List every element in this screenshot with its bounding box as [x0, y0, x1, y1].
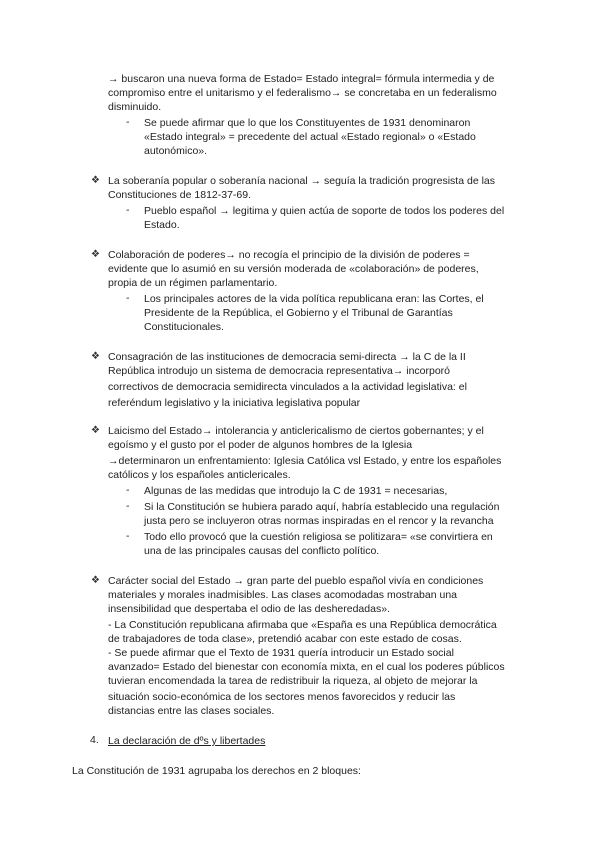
bullet-sub-line: Todo ello provocó que la cuestión religiosa se politizara= «se convirtiera en	[144, 531, 493, 543]
bullet-sub-line: justa pero se incluyeron otras normas inspiradas en el rencor y la revancha	[144, 515, 494, 527]
bullet-line: situación socio-económica de los sectores menos favorecidos y reducir las	[108, 691, 456, 703]
diamond-bullet-icon: ❖	[91, 249, 100, 260]
sub-dash: -	[126, 484, 130, 496]
sub-dash: -	[126, 500, 130, 512]
bullet-line: católicos y los españoles anticlericales.	[108, 469, 291, 481]
bullet-line: Carácter social del Estado → gran parte del pueblo español vivía en condiciones	[108, 575, 484, 587]
bullet-line: República introdujo un sistema de democracia representativa→ incorporó	[108, 365, 451, 377]
sub-dash: -	[126, 530, 130, 542]
intro-line: disminuido.	[108, 101, 162, 113]
section-number: 4.	[90, 734, 99, 746]
bullet-line: propia de un régimen parlamentario.	[108, 277, 278, 289]
sub-dash: -	[126, 204, 130, 216]
diamond-bullet-icon: ❖	[91, 175, 100, 186]
bullet-line: materiales y morales inadmisibles. Las clases acomodadas mostraban una	[108, 589, 458, 601]
bullet-line: correctivos de democracia semidirecta vinculados a la actividad legislativa: el	[108, 381, 467, 393]
sub-dash: -	[126, 116, 130, 128]
bullet-line: egoísmo y el gusto por el poder de algunos hombres de la Iglesia	[108, 439, 413, 451]
bullet-line: - Se puede afirmar que el Texto de 1931 quería introducir un Estado social	[108, 647, 454, 659]
bullet-sub-line: Si la Constitución se hubiera parado aquí, habría establecido una regulación	[144, 501, 500, 513]
bullet-sub-line: Estado.	[144, 219, 180, 231]
closing-paragraph: La Constitución de 1931 agrupaba los derechos en 2 bloques:	[72, 765, 361, 777]
bullet-line: insensibilidad que despertaba el odio de las desheredadas».	[108, 603, 390, 615]
sub-dash: -	[126, 292, 130, 304]
bullet-sub-line: Pueblo español → legitima y quien actúa de soporte de todos los poderes del	[144, 205, 505, 217]
intro-sub-line: Se puede afirmar que lo que los Constituyentes de 1931 denominaron	[144, 117, 471, 129]
intro-sub-line: «Estado integral» = precedente del actual «Estado regional» o «Estado	[144, 131, 476, 143]
bullet-line: referéndum legislativo y la iniciativa legislativa popular	[108, 397, 361, 409]
bullet-sub-line: Los principales actores de la vida política republicana eran: las Cortes, el	[144, 293, 484, 305]
bullet-line: - La Constitución republicana afirmaba que «España es una República democrática	[108, 619, 497, 631]
bullet-line: evidente que lo asumió en su versión moderada de «colaboración» de poderes,	[108, 263, 479, 275]
bullet-sub-line: Presidente de la República, el Gobierno y el Tribunal de Garantías	[144, 307, 453, 319]
intro-line: compromiso entre el unitarismo y el federalismo→ se concretaba en un federalismo	[108, 87, 497, 99]
bullet-sub-line: Constitucionales.	[144, 321, 224, 333]
bullet-line: tuvieran encomendada la tarea de redistribuir la riqueza, al objeto de mejorar la	[108, 675, 478, 687]
diamond-bullet-icon: ❖	[91, 351, 100, 362]
bullet-line: avanzado= Estado del bienestar con economía mixta, en el cual los poderes públicos	[108, 661, 505, 673]
bullet-line: Laicismo del Estado→ intolerancia y anticlericalismo de ciertos gobernantes; y el	[108, 425, 484, 437]
intro-line: → buscaron una nueva forma de Estado= Estado integral= fórmula intermedia y de	[108, 73, 495, 85]
bullet-line: La soberanía popular o soberanía nacional → seguía la tradición progresista de las	[108, 175, 495, 187]
bullet-sub-line: una de las principales causas del conflicto político.	[144, 545, 380, 557]
bullet-line: Constituciones de 1812-37-69.	[108, 189, 252, 201]
bullet-line: Consagración de las instituciones de democracia semi-directa → la C de la II	[108, 351, 466, 363]
section-title: La declaración de dºs y libertades	[108, 735, 266, 747]
bullet-line: distancias entre las clases sociales.	[108, 705, 275, 717]
diamond-bullet-icon: ❖	[91, 425, 100, 436]
bullet-line: →determinaron un enfrentamiento: Iglesia Católica vsl Estado, y entre los españoles	[108, 455, 502, 467]
bullet-line: de trabajadores de toda clase», pretendió acabar con este estado de cosas.	[108, 633, 462, 645]
bullet-line: Colaboración de poderes→ no recogía el principio de la división de poderes =	[108, 249, 470, 261]
bullet-sub-line: Algunas de las medidas que introdujo la C de 1931 = necesarias,	[144, 485, 448, 497]
diamond-bullet-icon: ❖	[91, 575, 100, 586]
intro-sub-line: autonómico».	[144, 145, 208, 157]
